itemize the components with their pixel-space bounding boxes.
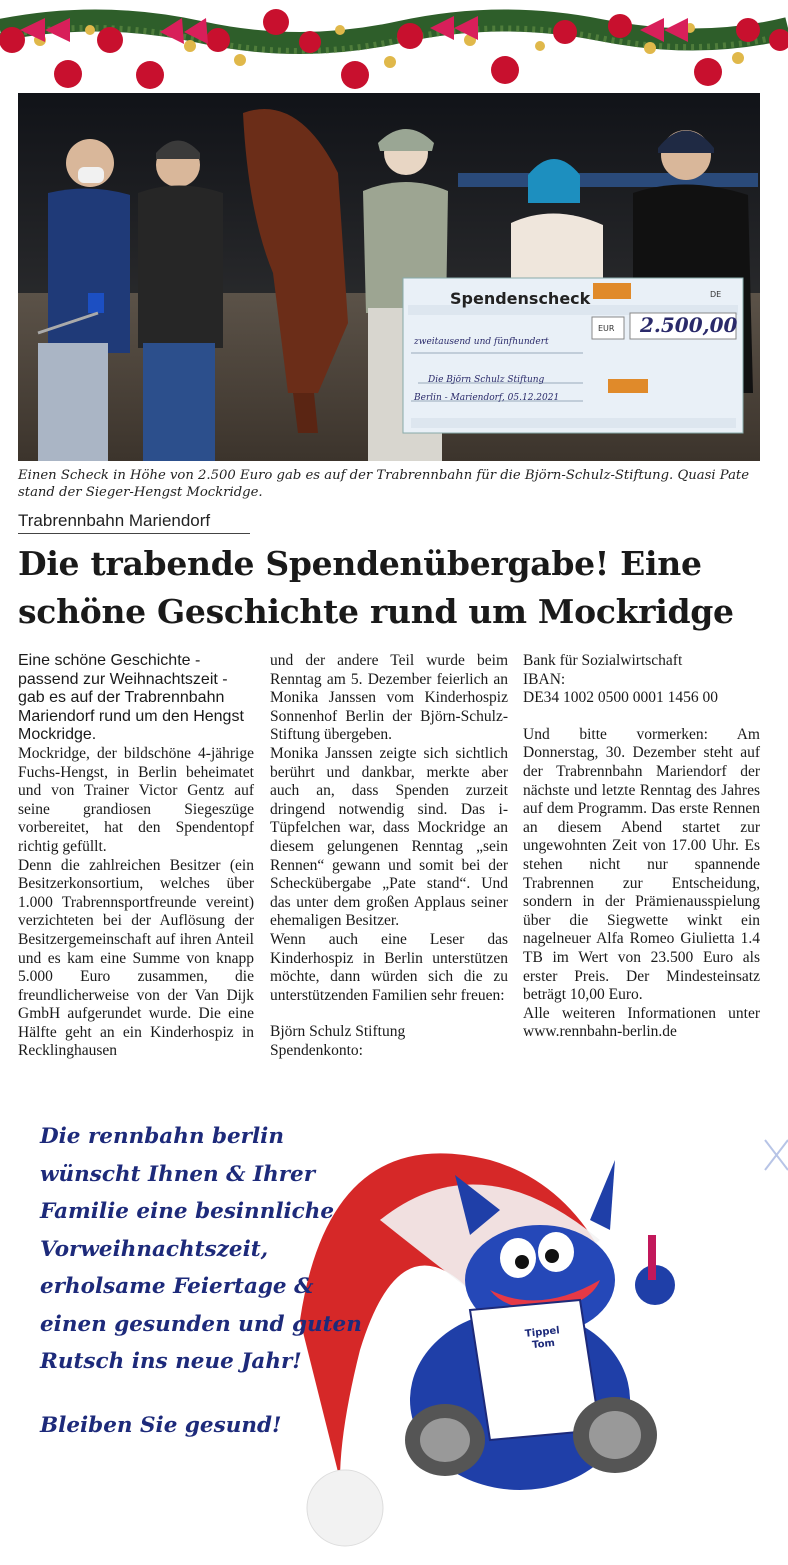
- cheque-place-date: Berlin - Mariendorf, 05.12.2021: [414, 393, 560, 403]
- article-paragraph: Wenn auch eine Leser das Kinderhospiz in Berlin unterstützen möchte, dann würden sich die zu unterstützenden Familien sehr freuen:: [270, 930, 508, 1004]
- cheque-amount-words: zweitausend und fünfhundert: [414, 337, 549, 347]
- cheque-country-code: DE: [710, 290, 722, 299]
- greeting-line: Die rennbahn berlin: [40, 1124, 284, 1149]
- cheque-handover-photo: [18, 93, 760, 461]
- article-column-1: [18, 652, 254, 1061]
- greeting-line: wünscht Ihnen & Ihrer: [40, 1161, 316, 1187]
- article-lead: Eine schöne Geschichte - passend zur Weihnachtszeit - gab es auf der Trabrennbahn Mariendorf rund um den Hengst Mockridge.: [18, 652, 244, 744]
- donation-account-label: Spendenkonto:: [270, 1041, 363, 1059]
- cheque-amount: 2.500,00: [640, 313, 738, 337]
- season-greeting: [40, 1118, 400, 1381]
- cheque-title: Spendenscheck: [450, 289, 591, 308]
- section-rule: [18, 533, 250, 534]
- greeting-line: Rutsch ins neue Jahr!: [40, 1349, 302, 1374]
- article-paragraph: und der andere Teil wurde beim Renntag am 5. Dezember feierlich an Monika Janssen vom Kinderhospiz Sonnenhof Berlin der Björn-Schulz-Stiftung übergeben.: [270, 652, 508, 744]
- article-column-3: [523, 652, 760, 1042]
- article-paragraph: Mockridge, der bildschöne 4-jährige Fuchs-Hengst, in Berlin beheimatet und von Trainer Victor Gentz auf seine grandiosen Siegeszüge vorbereitet, hat den Spendentopf richtig gefüllt.: [18, 744, 254, 855]
- greeting-line: Vorweihnachtszeit,: [40, 1236, 269, 1262]
- donation-recipient: Björn Schulz Stiftung: [270, 1023, 406, 1041]
- article-paragraph: Alle weiteren Informationen unter www.rennbahn-berlin.de: [523, 1004, 760, 1041]
- greeting-line: Familie eine besinnliche: [40, 1199, 335, 1224]
- bank-name: Bank für Sozialwirtschaft: [523, 652, 683, 669]
- greeting-line: einen gesunden und guten: [40, 1311, 362, 1337]
- article-column-2: [270, 652, 508, 1060]
- mascot-paper-label: Tippel Tom: [524, 1325, 561, 1352]
- article-paragraph: Monika Janssen zeigte sich sichtlich berührt und dankbar, merkte aber auch an, dass Spenden zurzeit dringend notwendig sind. Das i-Tüpfelchen war, dass Mockridge an diesem gelungenen Renntag „sein Rennen“ gewann und somit bei der Scheckübergabe „Pate stand“. Und das unter dem großen Applaus seiner ehemaligen Besitzer.: [270, 744, 508, 930]
- cheque-payee: Die Björn Schulz Stiftung: [428, 375, 545, 385]
- section-label: Trabrennbahn Mariendorf: [18, 511, 211, 530]
- photo-caption: Einen Scheck in Höhe von 2.500 Euro gab es auf der Trabrennbahn für die Björn-Schulz-Stiftung. Quasi Pate stand der Sieger-Hengst Mockridge.: [18, 468, 750, 500]
- cheque-currency: EUR: [598, 324, 615, 333]
- iban-label: IBAN:: [523, 670, 566, 688]
- greeting-closing: Bleiben Sie gesund!: [40, 1413, 282, 1438]
- christmas-garland: [0, 0, 788, 95]
- article-headline: Die trabende Spendenübergabe! Eine schöne Geschichte rund um Mockridge: [18, 544, 734, 631]
- greeting-line: erholsame Feiertage &: [40, 1274, 314, 1299]
- article-paragraph: Denn die zahlreichen Besitzer (ein Besitzerkonsortium, welches über 1.000 Trabrennsportfreunde vereint) verzichteten bei der Auflösung der Besitzergemeinschaft auf ihren Anteil und es kam eine Summe von knapp 5.000 Euro zusammen, die freundlicherweise von der Van Dijk GmbH aufgerundet wurde. Die eine Hälfte geht an ein Kinderhospiz in Recklinghausen: [18, 856, 254, 1060]
- iban-number: DE34 1002 0500 0001 1456 00: [523, 689, 719, 707]
- article-paragraph: Und bitte vormerken: Am Donnerstag, 30. Dezember steht auf der Trabrennbahn Mariendorf der nächste und letzte Renntag des Jahres auf dem Programm. Das erste Rennen an diesem Abend startet zur ungewohnten Zeit von 17.00 Uhr. Es stehen nicht nur spannende Trabrennen zur Entscheidung, sondern in der Prämienausspielung über die Siegwette winkt ein nagelneuer Alfa Romeo Giulietta 1.4 TB im Wert von 23.500 Euro als erster Preis. Der Mindesteinsatz beträgt 10,00 Euro.: [523, 725, 760, 1004]
